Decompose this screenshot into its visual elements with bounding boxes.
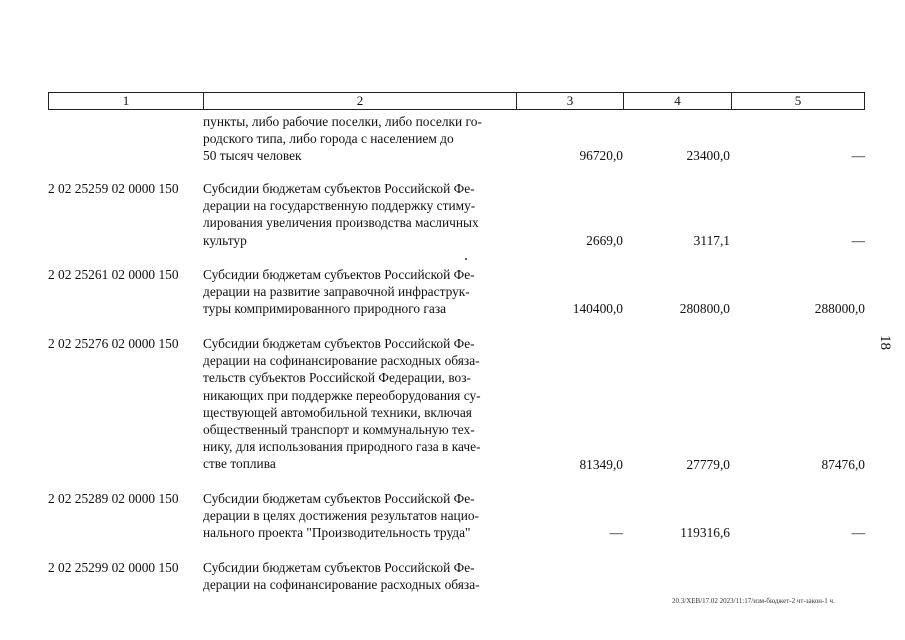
header-col-1: 1 [49, 93, 204, 109]
desc-line: культур [203, 232, 247, 248]
header-col-5: 5 [794, 93, 802, 108]
desc-line: стве топлива [203, 456, 276, 472]
desc-line: дерации на софинансирование расходных обяза- [203, 577, 480, 593]
scan-speck [465, 258, 467, 260]
row-description [203, 335, 516, 473]
desc-line: никающих при поддержке переоборудования су- [203, 387, 481, 403]
value-col-5: 288000,0 [814, 301, 865, 316]
value-col-3: 96720,0 [579, 148, 623, 163]
row-description [203, 266, 516, 318]
footer-filepath: 20.3/ХЕВ/17.02 2023/11:17/изм-бюджет-2 чт-закон-1 ч. [672, 597, 835, 605]
desc-line: нального проекта "Производительность труда" [203, 525, 471, 541]
desc-line: дерации на развитие заправочной инфраструк- [203, 284, 470, 300]
header-col-4: 4 [624, 93, 732, 109]
page-number: 18 [877, 335, 893, 350]
row-code: 2 02 25289 02 0000 150 [48, 491, 179, 506]
value-col-3: 140400,0 [572, 301, 623, 316]
value-col-4: 280800,0 [679, 301, 730, 316]
row-code: 2 02 25299 02 0000 150 [48, 560, 179, 575]
row-code: 2 02 25259 02 0000 150 [48, 181, 179, 196]
value-col-5: 87476,0 [821, 457, 865, 472]
row-description [203, 113, 516, 165]
desc-line: нику, для использования природного газа в каче- [203, 439, 481, 455]
desc-line: ществующей автомобильной техники, включая [203, 404, 472, 420]
row-description [203, 490, 516, 542]
desc-line: пункты, либо рабочие поселки, либо поселки го- [203, 114, 482, 129]
desc-line: лирования увеличения производства масличных [203, 215, 479, 231]
desc-line: Субсидии бюджетам субъектов Российской Фе- [203, 560, 475, 575]
value-col-5: — [851, 233, 865, 248]
table-header [48, 92, 865, 110]
value-col-3: 81349,0 [579, 457, 623, 472]
value-col-3: — [609, 525, 623, 540]
value-col-4: 119316,6 [680, 525, 730, 540]
row-code: 2 02 25276 02 0000 150 [48, 336, 179, 351]
value-col-4: 23400,0 [686, 148, 730, 163]
desc-line: Субсидии бюджетам субъектов Российской Фе- [203, 267, 475, 282]
desc-line: Субсидии бюджетам субъектов Российской Фе- [203, 181, 475, 196]
value-col-5: — [851, 525, 865, 540]
desc-line: родского типа, либо города с населением до [203, 131, 454, 147]
desc-line: 50 тысяч человек [203, 148, 302, 164]
desc-line: Субсидии бюджетам субъектов Российской Фе- [203, 336, 475, 351]
header-col-2: 2 [204, 93, 517, 109]
header-col-3: 3 [517, 93, 624, 109]
row-description [203, 559, 516, 593]
row-description [203, 180, 516, 249]
value-col-5: — [851, 148, 865, 163]
row-code: 2 02 25261 02 0000 150 [48, 267, 179, 282]
desc-line: Субсидии бюджетам субъектов Российской Фе- [203, 491, 475, 506]
desc-line: тельств субъектов Российской Федерации, воз- [203, 370, 472, 386]
desc-line: туры компримированного природного газа [203, 301, 447, 317]
value-col-4: 3117,1 [693, 233, 730, 248]
desc-line: общественный транспорт и коммунальную тех- [203, 422, 475, 438]
desc-line: дерации на софинансирование расходных обяза- [203, 353, 480, 369]
value-col-4: 27779,0 [686, 457, 730, 472]
value-col-3: 2669,0 [586, 233, 623, 248]
desc-line: дерации в целях достижения результатов нацио- [203, 508, 480, 524]
desc-line: дерации на государственную поддержку стиму- [203, 198, 476, 214]
